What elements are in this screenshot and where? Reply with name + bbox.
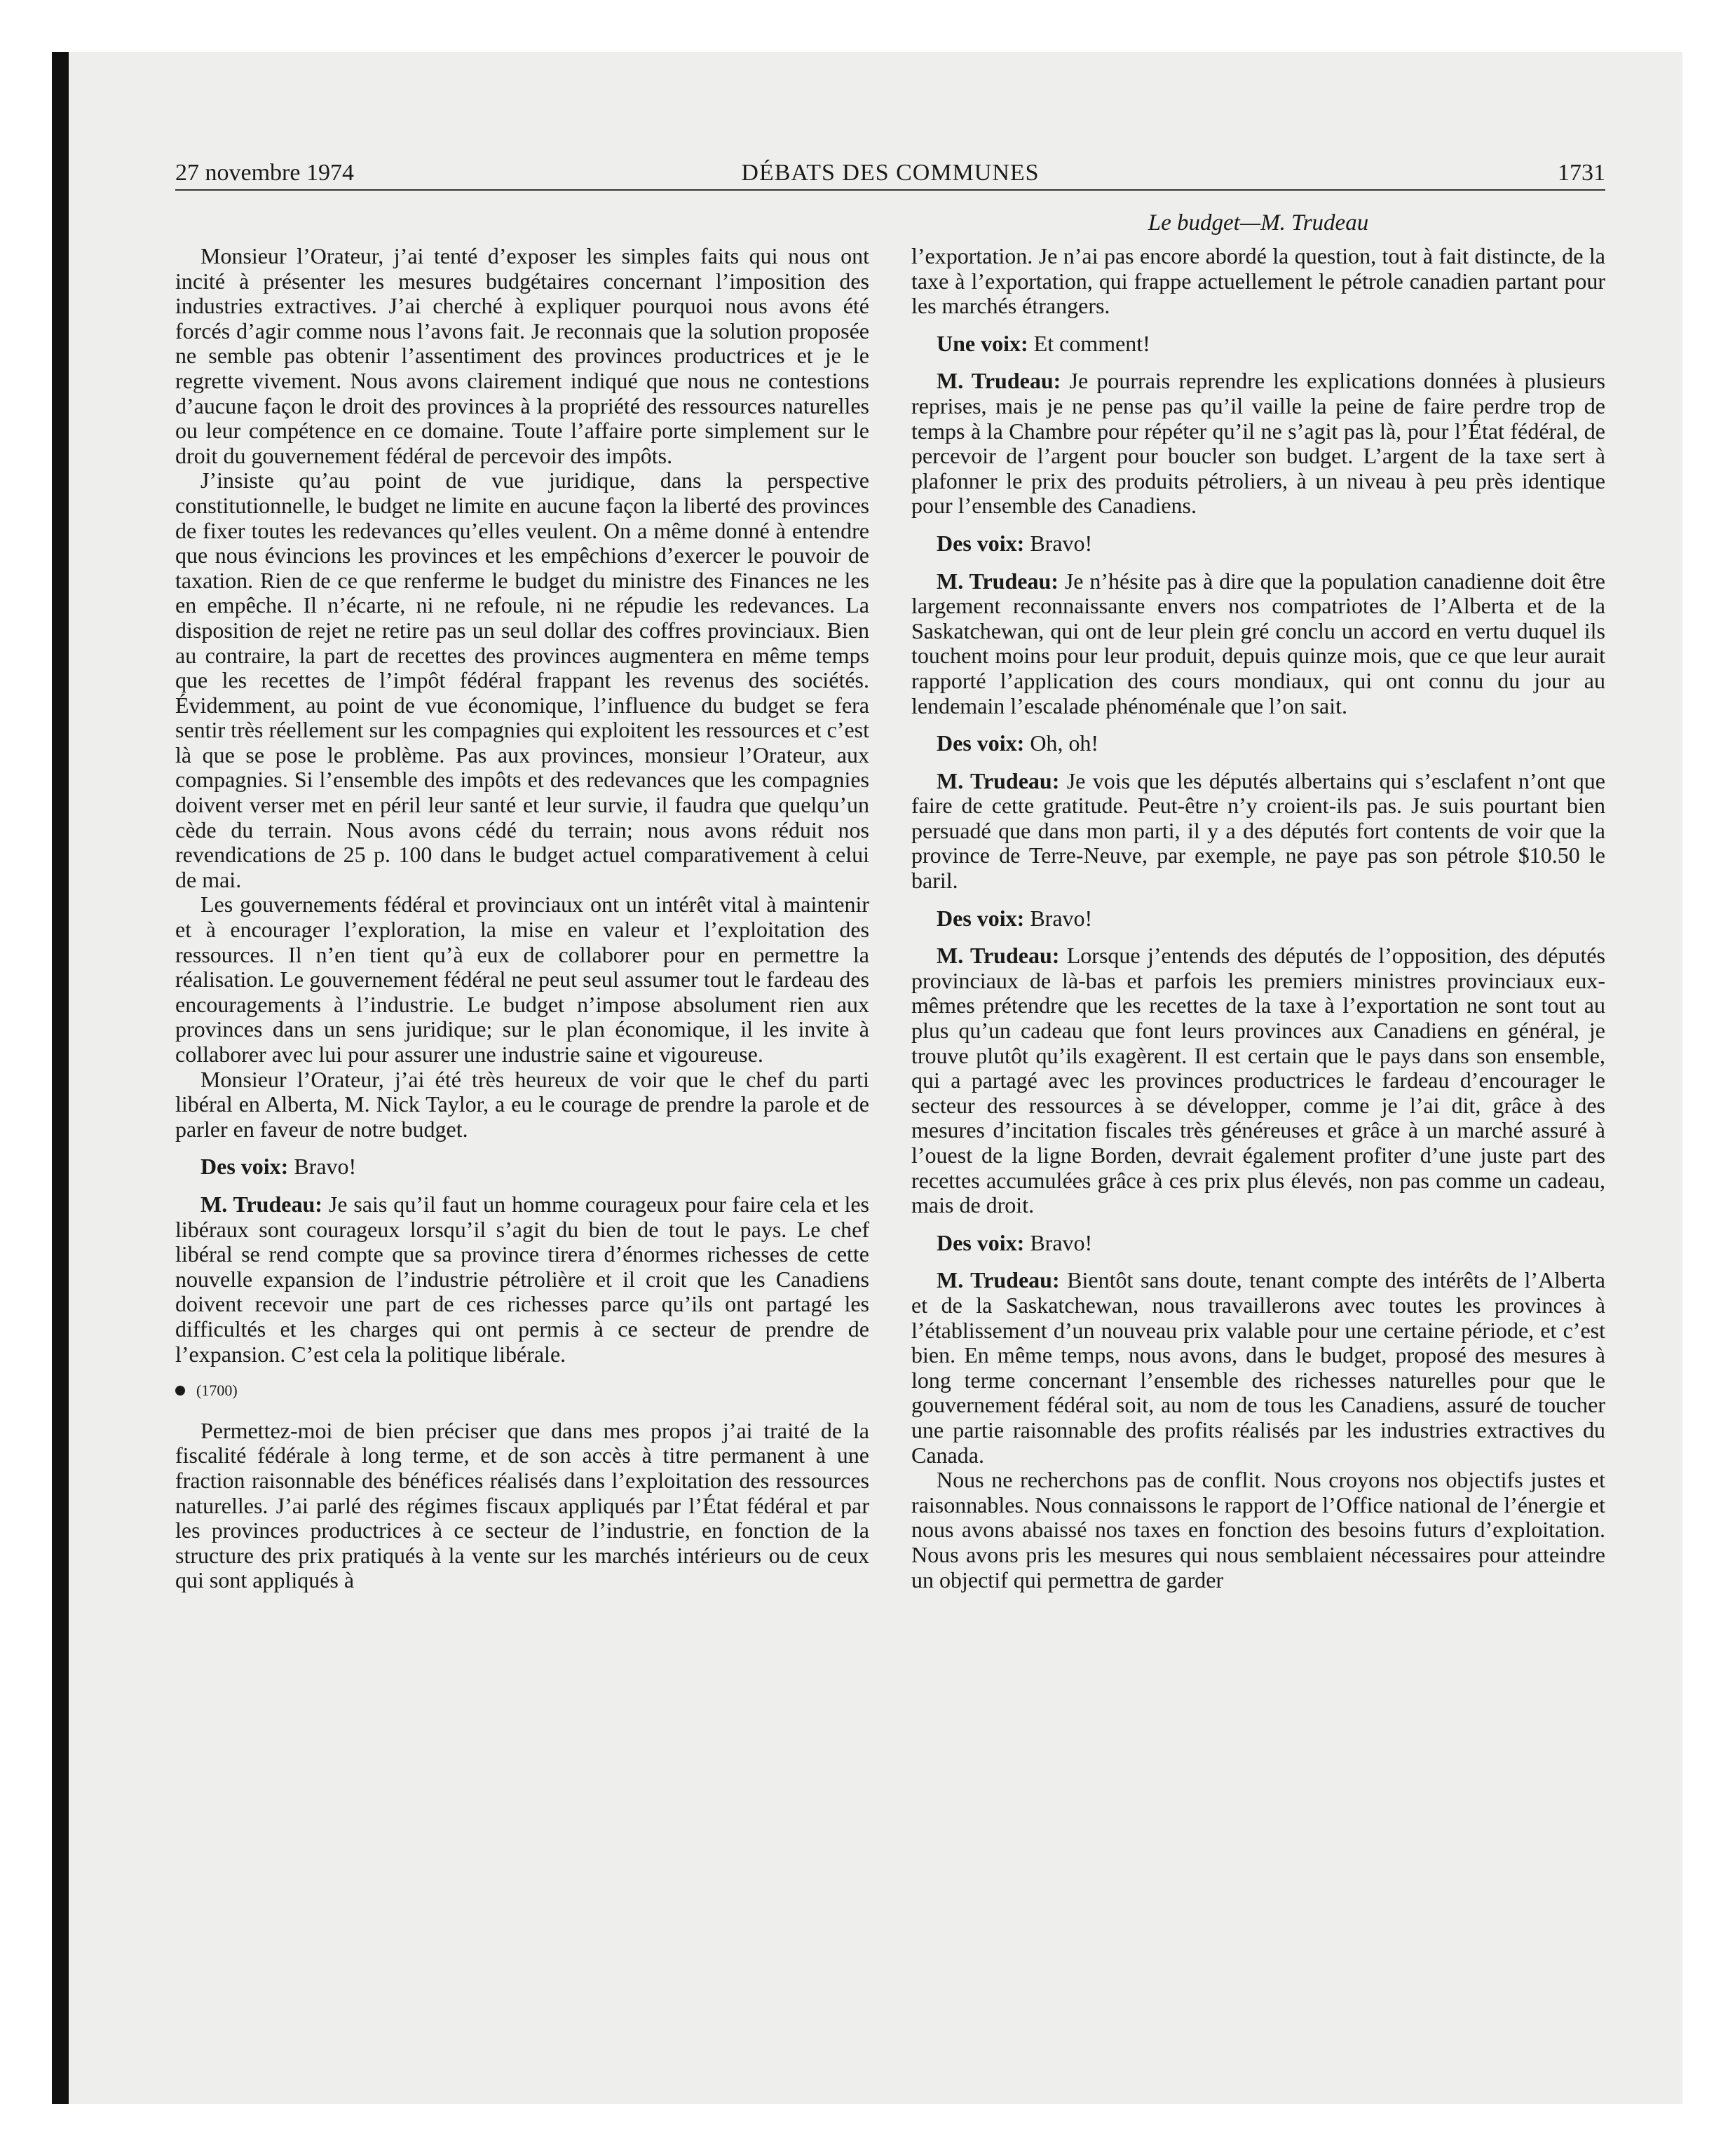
paragraph: Permettez-moi de bien préciser que dans mes propos j’ai traité de la fiscalité fédérale à long terme, et de son accès à titre permanent à une fraction raisonnable des bénéfices réalisés dans l’exploitation des ressources naturelles. J’ai parlé des régimes fiscaux appliqués par l’État fédéral et par les provinces productrices à ce secteur de l’industrie, en fonction de la structure des prix pratiqués à la vente sur les marchés intérieurs ou de ceux qui sont appliqués à [175,1417,869,1593]
speaker-name: M. Trudeau: [937,368,1061,394]
speech [911,769,1605,894]
speech [911,1268,1605,1468]
speech-text: Bientôt sans doute, tenant compte des intérêts de l’Alberta et de la Saskatchewan, nous travaillerons avec toutes les provinces à l’établissement d’un nouveau prix valable pour une certaine période, et c’est bien. En même temps, nous avons, dans le budget, proposé des mesures à long terme concernant l’ensemble des richesses naturelles pour que le gouvernement fédéral soit, au nom de tous les Canadiens, assuré de toucher une partie raisonnable des profits réalisés par les industries extractives du Canada. [911,1267,1606,1468]
interjection [175,1154,869,1180]
speaker-name: M. Trudeau: [937,1267,1060,1293]
interjection [911,1231,1605,1256]
paragraph: Les gouvernements fédéral et provinciaux ont un intérêt vital à maintenir et à encourager l’exploration, la mise en valeur et l’exploitation des ressources. Il n’en tient qu’à eux de collaborer pour en permettre la réalisation. Le gouvernement fédéral ne peut seul assumer tout le fardeau des encouragements à l’industrie. Le budget n’impose absolument rien aux provinces dans un sens juridique; sur le plan économique, il les invite à collaborer avec lui pour assurer une industrie saine et vigoureuse. [175,892,869,1067]
speaker-name: Des voix: [937,1229,1025,1255]
speech [911,569,1605,719]
interjection-text: Bravo! [1024,905,1093,931]
interjection [911,531,1605,557]
speaker-name: M. Trudeau: [937,568,1059,594]
speaker-name: Des voix: [937,730,1025,756]
speech-text: Lorsque j’entends des députés de l’opposition, des députés provinciaux de là-bas et parfois les premiers ministres provinciaux eux-mêmes prétendre que les recettes de la taxe à l’exportation ne sont tout au plus qu’un cadeau que font leurs provinces aux Canadiens en général, je trouve plutôt qu’ils exagèrent. Il est certain que le pays dans son ensemble, qui a partagé avec les provinces productrices le fardeau d’encourager le secteur des ressources à se développer, comme je l’ai dit, grâce à des mesures d’incitation fiscales très généreuses et grâce à un marché assuré à l’ouest de la ligne Borden, devrait également profiter d’une juste part des recettes accumulées grâce à ces prix plus élevés, non pas comme un cadeau, mais de droit. [911,943,1606,1218]
interjection-text: Et comment! [1028,330,1150,356]
interjection [911,332,1605,357]
speech-text: Je pourrais reprendre les explications données à plusieurs reprises, mais je ne pense pas qu’il vaille la peine de faire perdre trop de temps à la Chambre pour répéter qu’il ne s’agit pas là, pour l’État fédéral, de percevoir de l’argent pour boucler son budget. L’argent de la taxe sert à plafonner le prix des produits pétroliers, à un niveau à peu près identique pour l’ensemble des Canadiens. [911,368,1606,519]
speaker-name: M. Trudeau: [937,767,1060,793]
right-column [911,244,1605,1592]
speech-text: Je n’hésite pas à dire que la population canadienne doit être largement reconnaissante envers nos compatriotes de l’Alberta et de la Saskatchewan, qui ont de leur plein gré conclu un accord en vertu duquel ils touchent moins pour leur produit, depuis quinze mois, que ce que leur aurait rapporté l’application des cours mondiaux, qui ont connu du jour au lendemain l’escalade phénoménale que l’on sait. [911,568,1606,718]
binding-edge [52,52,69,2104]
speech-text: Je sais qu’il faut un homme courageux pour faire cela et les libéraux sont courageux lorsqu’il s’agit du bien de tout le pays. Le chef libéral se rend compte que sa province tirera d’énormes richesses de cette nouvelle expansion de l’industrie pétrolière et il croit que les Canadiens doivent recevoir une part de ces richesses parce qu’ils ont partagé les difficultés et les charges qui ont permis à ce secteur de prendre de l’expansion. C’est cela la politique libérale. [175,1191,870,1367]
paragraph: Monsieur l’Orateur, j’ai tenté d’exposer les simples faits qui nous ont incité à présenter les mesures budgétaires concernant l’imposition des industries extractives. J’ai cherché à expliquer pourquoi nous avons été forcés d’agir comme nous l’avons fait. Je reconnais que la solution proposée ne semble pas obtenir l’assentiment des provinces productrices et je le regrette vivement. Nous avons clairement indiqué que nous ne contestions d’aucune façon le droit des provinces à la propriété des ressources naturelles ou leur compétence en ce domaine. Toute l’affaire porte simplement sur le droit du gouvernement fédéral de percevoir des impôts. [175,243,869,468]
time-marker [175,1378,869,1403]
left-column [175,244,869,1593]
speaker-name: Des voix: [937,530,1025,556]
header-date: 27 novembre 1974 [175,160,354,186]
section-heading: Le budget—M. Trudeau [1148,210,1369,236]
interjection-text: Bravo! [288,1154,357,1180]
paragraph: l’exportation. Je n’ai pas encore abordé la question, tout à fait distincte, de la taxe à l’exportation, qui frappe actuellement le pétrole canadien partant pour les marchés étrangers. [911,243,1605,319]
interjection-text: Bravo! [1024,1229,1093,1255]
paragraph: J’insiste qu’au point de vue juridique, dans la perspective constitutionnelle, le budget ne limite en aucune façon la liberté des provinces de fixer toutes les redevances qu’elles veulent. On a même donné à entendre que nous évincions les provinces et les empêchions d’exercer le pouvoir de taxation. Rien de ce que renferme le budget du ministre des Finances ne les en empêche. Il n’écarte, ni ne refoule, ni ne répudie les redevances. La disposition de rejet ne retire pas un seul dollar des coffres provinciaux. Bien au contraire, la part de recettes des provinces augmentera en même temps que les recettes de l’impôt fédéral frappant les revenus des sociétés. Évidemment, au point de vue économique, l’influence du budget se fera sentir très réellement sur les compagnies qui exploitent les ressources et c’est là que se pose le problème. Pas aux provinces, monsieur l’Orateur, aux compagnies. Si l’ensemble des impôts et des redevances que les compagnies doivent verser met en péril leur santé et leur survie, il faudra que quelqu’un cède du terrain. Nous avons cédé du terrain; nous avons réduit nos revendications de 25 p. 100 dans le budget actuel comparativement à celui de mai. [175,468,869,892]
interjection [911,906,1605,932]
time-marker-text: (1700) [196,1381,238,1400]
interjection-text: Bravo! [1024,530,1093,556]
speaker-name: Une voix: [937,330,1028,356]
speaker-name: Des voix: [200,1154,289,1180]
paragraph: Monsieur l’Orateur, j’ai été très heureux de voir que le chef du parti libéral en Alberta, M. Nick Taylor, a eu le courage de prendre la parole et de parler en faveur de notre budget. [175,1066,869,1142]
paragraph: Nous ne recherchons pas de conflit. Nous croyons nos objectifs justes et raisonnables. Nous connaissons le rapport de l’Office national de l’énergie et nous avons abaissé nos taxes en fonction des besoins futurs d’exploitation. Nous avons pris les mesures qui nous semblaient nécessaires pour atteindre un objectif qui permettra de garder [911,1467,1605,1592]
speech-text: Je vois que les députés albertains qui s’esclafent n’ont que faire de cette gratitude. Peut-être n’y croient-ils pas. Je suis pourtant bien persuadé que dans mon parti, il y a des députés fort contents de voir que la province de Terre-Neuve, par exemple, ne paye pas son pétrole $10.50 le baril. [911,767,1605,894]
interjection-text: Oh, oh! [1024,730,1099,756]
bullet-icon [175,1386,185,1396]
running-head [175,153,1605,191]
interjection [911,731,1605,756]
speech [911,369,1605,519]
header-title: DÉBATS DES COMMUNES [741,160,1040,186]
page-number: 1731 [1558,160,1605,186]
speaker-name: Des voix: [937,905,1025,931]
speech [911,943,1605,1218]
speaker-name: M. Trudeau: [200,1191,322,1217]
speaker-name: M. Trudeau: [937,943,1060,969]
speech [175,1192,869,1367]
